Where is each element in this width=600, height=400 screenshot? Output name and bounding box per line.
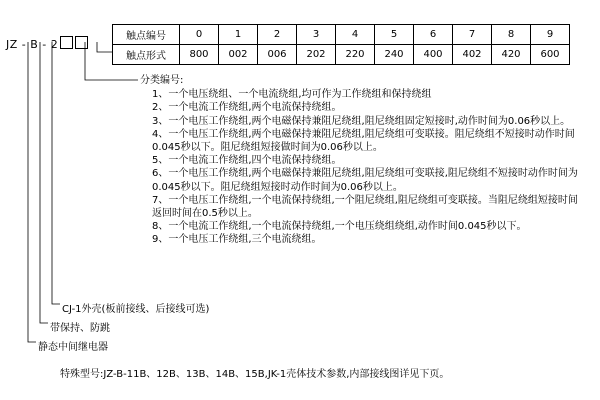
leader-to-table — [97, 42, 112, 52]
note-item — [140, 194, 584, 220]
model-code — [6, 36, 88, 51]
note-text: 6、一个电压工作绕组,两个电磁保持兼阻尼绕组,阻尼绕组可变联接,阻尼绕组不短接时动作时间为0.045秒以下。阻尼绕组短接时动作时间为0.06秒以上。 — [152, 168, 578, 193]
contact-number-9: 9 — [531, 25, 570, 45]
model-code-box-1 — [60, 36, 73, 49]
note-item — [140, 167, 584, 193]
special-models-note: 特殊型号:JZ-B-11B、12B、13B、14B、15B,JK-1壳体技术参数,内部接线图详见下页。 — [60, 369, 450, 380]
note-text: 9、一个电压工作绕组,三个电流绕组。 — [152, 234, 322, 246]
classification-notes — [140, 74, 584, 247]
leader-to-case — [52, 42, 60, 304]
contact-form-6: 400 — [414, 45, 453, 65]
note-text: 8、一个电流工作绕组,一个电流保持绕组,一个电压绕组绕组,动作时间0.045秒以下。 — [152, 221, 527, 233]
note-text: 1、一个电压绕组、一个电流绕组,均可作为工作绕组和保持绕组 — [152, 89, 432, 101]
leader-to-name — [28, 42, 36, 342]
label-device-name: 静态中间继电器 — [38, 342, 108, 353]
contact-number-6: 6 — [414, 25, 453, 45]
row-label-contact-form: 触点形式 — [113, 45, 180, 65]
contact-form-4: 220 — [336, 45, 375, 65]
note-item — [140, 88, 584, 101]
contact-form-7: 402 — [453, 45, 492, 65]
leader-to-feature — [40, 42, 48, 323]
note-item — [140, 128, 584, 154]
model-code-box-2 — [75, 36, 88, 49]
contact-number-5: 5 — [375, 25, 414, 45]
note-item — [140, 101, 584, 114]
contact-table — [112, 24, 570, 65]
note-text: 5、一个电流工作绕组,四个电流保持绕组。 — [152, 155, 342, 167]
contact-form-5: 240 — [375, 45, 414, 65]
row-label-contact-number: 触点编号 — [113, 25, 180, 45]
table-row-numbers — [113, 25, 570, 45]
contact-number-8: 8 — [492, 25, 531, 45]
contact-number-2: 2 — [258, 25, 297, 45]
note-text: 4、一个电压工作绕组,两个电磁保持兼阻尼绕组,阻尼绕组可变联接。阻尼绕组不短接时动作时间0.045秒以下。阻尼绕组短接做时间为0.06秒以上。 — [152, 128, 575, 154]
contact-number-3: 3 — [297, 25, 336, 45]
label-case: CJ-1外壳(板前接线、后接线可选) — [62, 304, 210, 315]
note-text: 3、一个电压工作绕组,两个电磁保持兼阻尼绕组,阻尼绕组固定短接时,动作时间为0.06秒以上。 — [152, 115, 571, 127]
contact-number-7: 7 — [453, 25, 492, 45]
note-text: 2、一个电流工作绕组,两个电流保持绕组。 — [152, 102, 342, 114]
note-item — [140, 115, 584, 128]
contact-number-4: 4 — [336, 25, 375, 45]
note-item — [140, 220, 584, 233]
contact-number-1: 1 — [219, 25, 258, 45]
contact-form-0: 800 — [180, 45, 219, 65]
contact-form-9: 600 — [531, 45, 570, 65]
contact-form-3: 202 — [297, 45, 336, 65]
note-text: 7、一个电压工作绕组,一个电流保持绕组,一个阻尼绕组,阻尼绕组可变联接。当阻尼绕组短接时间返回时间在0.5秒以上。 — [152, 194, 578, 220]
contact-form-1: 002 — [219, 45, 258, 65]
table-row-forms — [113, 45, 570, 65]
note-item — [140, 154, 584, 167]
contact-number-0: 0 — [180, 25, 219, 45]
model-code-prefix: JZ - B - 2 — [6, 38, 59, 51]
notes-heading: 分类编号: — [140, 75, 184, 86]
contact-form-8: 420 — [492, 45, 531, 65]
label-feature: 带保持、防跳 — [50, 323, 110, 334]
note-item — [140, 233, 584, 246]
contact-form-2: 006 — [258, 45, 297, 65]
